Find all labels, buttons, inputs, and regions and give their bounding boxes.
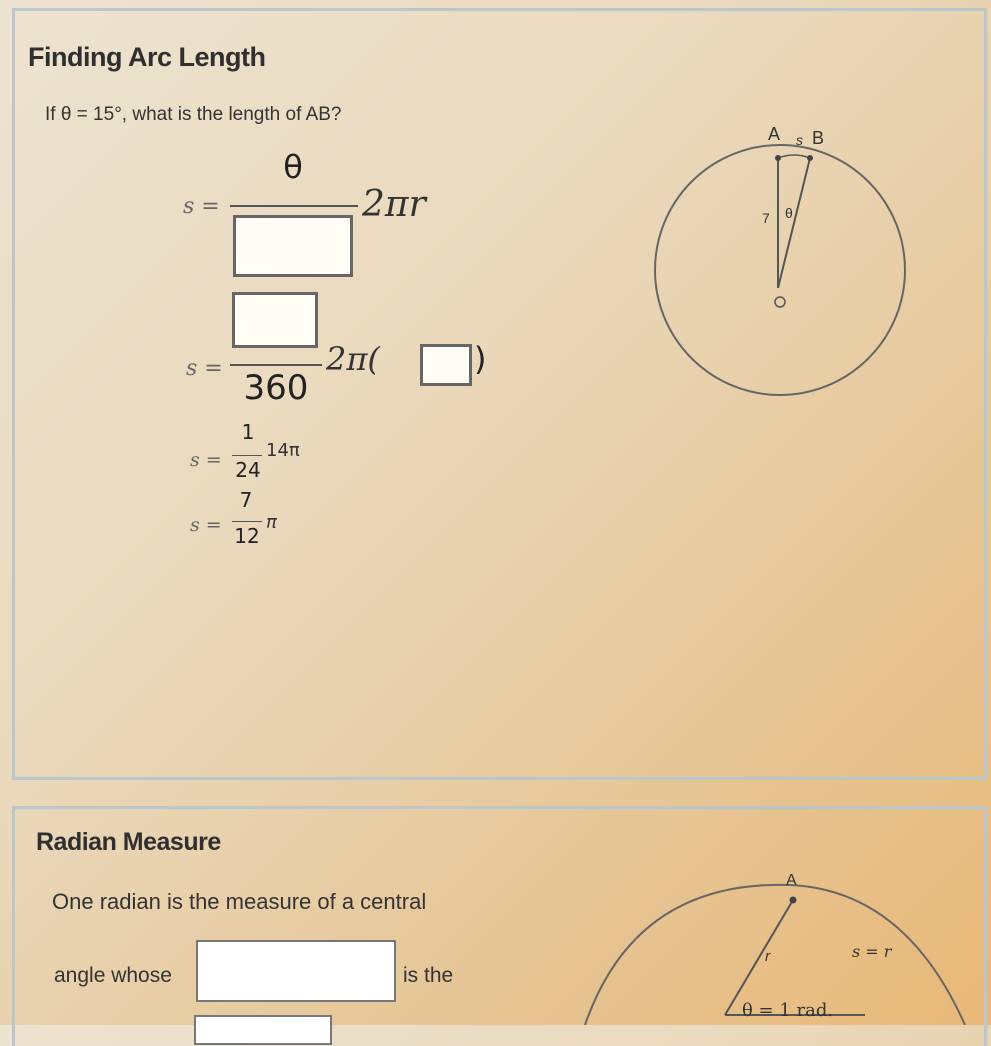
eq4-rhs: π (266, 512, 277, 533)
eq4-lhs: s = (190, 514, 222, 536)
eq2-lhs: s = (186, 356, 223, 381)
arc-length-question: If θ = 15°, what is the length of AB? (45, 104, 342, 125)
eq2-radius-input[interactable] (420, 344, 472, 386)
eq3-numerator: 1 (241, 420, 255, 444)
circle-label-s: s (796, 132, 803, 148)
arc-length-title: Finding Arc Length (28, 42, 266, 72)
radian-is-the: is the (403, 964, 454, 987)
eq1-rhs: 2πr (362, 184, 426, 225)
circle-label-theta: θ (785, 205, 793, 221)
eq4-denominator: 12 (234, 524, 260, 548)
eq1-lhs: s = (183, 194, 220, 219)
eq3-denominator: 24 (235, 458, 261, 482)
radian-blank-1-input[interactable] (196, 940, 396, 1002)
circle-label-7: 7 (762, 210, 770, 226)
radian-title: Radian Measure (36, 828, 221, 856)
eq4-numerator: 7 (239, 488, 253, 512)
eq1-fraction-bar (230, 205, 358, 207)
eq2-close-paren: ) (474, 340, 487, 378)
eq2-numerator-input[interactable] (232, 292, 318, 348)
eq2-fraction-bar (230, 364, 322, 366)
eq3-fraction-bar (232, 455, 262, 456)
circle-label-a: A (768, 124, 781, 144)
radian-label-a: A (786, 872, 797, 889)
eq4-fraction-bar (232, 521, 262, 522)
radian-label-r: r (765, 948, 770, 965)
eq3-lhs: s = (190, 449, 222, 471)
eq2-mult: 2π( (326, 340, 380, 378)
radian-label-theta: θ = 1 rad. (742, 1000, 834, 1021)
radian-label-sr: s = r (852, 942, 892, 961)
eq3-rhs: 14π (266, 440, 300, 461)
eq1-denominator-input[interactable] (233, 215, 353, 277)
eq1-numerator: θ (283, 148, 303, 186)
radian-line1: One radian is the measure of a central (52, 889, 427, 914)
radian-angle-whose: angle whose (54, 964, 172, 987)
eq2-denominator: 360 (243, 368, 309, 408)
radian-blank-2-input[interactable] (194, 1015, 332, 1045)
arc-circle-diagram (640, 140, 920, 420)
circle-label-b: B (812, 128, 825, 148)
